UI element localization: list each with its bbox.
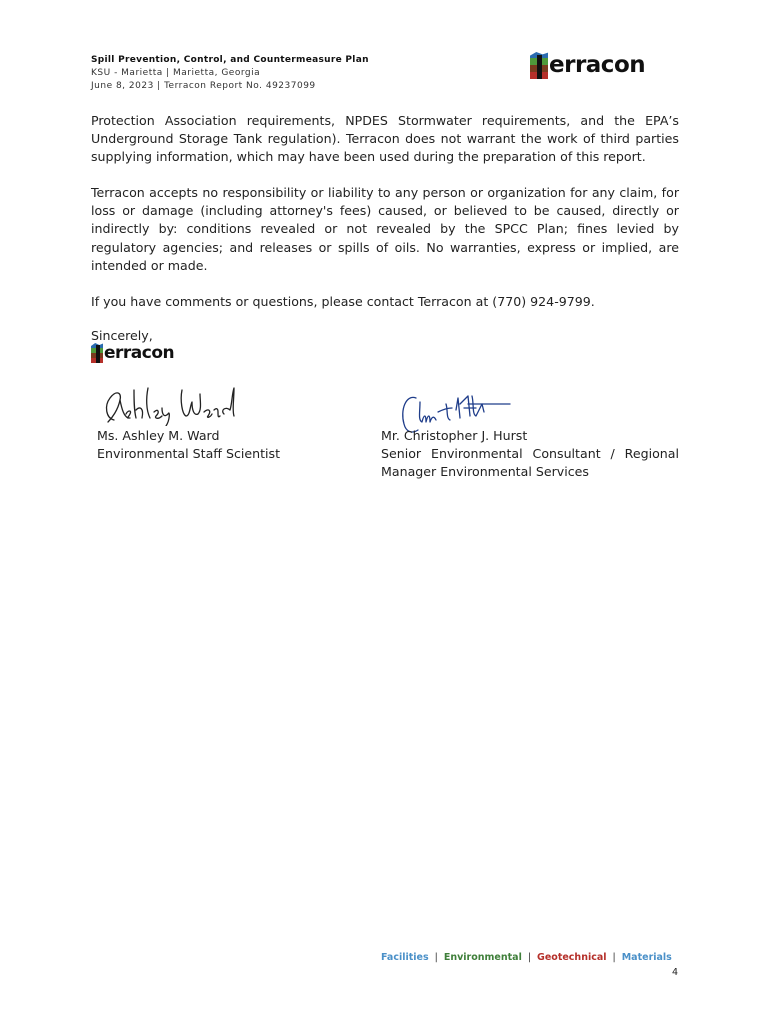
terracon-logo-mark-icon — [91, 343, 103, 363]
footer-separator: | — [612, 952, 616, 963]
terracon-signature-logo — [91, 343, 174, 363]
footer-separator: | — [527, 952, 532, 963]
report-date-number: June 8, 2023 | Terracon Report No. 49237099 — [91, 81, 316, 91]
signer-title: Senior Environmental Consultant / Regional — [381, 446, 679, 461]
document-title: Spill Prevention, Control, and Countermeasure Plan — [91, 55, 369, 65]
paragraph-3 — [91, 293, 679, 311]
paragraph-text: Terracon accepts no responsibility or liability to any person or organization for any claim, for loss or damage (including attorney's fees) caused, or believed to be caused, directly or indirectly by: conditions revealed or not revealed by the SPCC Plan; fines levied by regulatory agencies; and releases or spills of oils. No warranties, express or implied, are intended or made. — [91, 185, 679, 273]
footer-environmental: Environmental — [443, 952, 522, 963]
project-location: KSU - Marietta | Marietta, Georgia — [91, 68, 261, 78]
document-header — [91, 54, 369, 93]
paragraph-text: Protection Association requirements, NPDES Stormwater requirements, and the EPA’s Underground Storage Tank regulation). Terracon does not warrant the work of third parties supplying information, which may have been used during the preparation of this report. — [91, 113, 679, 165]
footer-geotechnical: Geotechnical — [537, 952, 607, 963]
terracon-logo-text: erracon — [549, 52, 646, 78]
ashley-ward-signature — [100, 380, 250, 426]
paragraph-2 — [91, 184, 679, 275]
signer-name: Ms. Ashley M. Ward — [97, 428, 220, 443]
page-number: 4 — [672, 967, 679, 978]
footer-materials: Materials — [621, 952, 672, 963]
terracon-logo-mark-icon — [530, 52, 548, 79]
signer-title: Environmental Staff Scientist — [97, 446, 281, 461]
signer-block-hurst — [381, 427, 679, 481]
footer-facilities: Facilities — [381, 952, 429, 963]
footer-services — [381, 952, 672, 963]
closing-salutation: Sincerely, — [91, 328, 153, 343]
signer-name: Mr. Christopher J. Hurst — [381, 428, 528, 443]
terracon-logo — [530, 52, 645, 79]
signer-block-ward — [97, 427, 280, 463]
paragraph-1 — [91, 112, 679, 167]
paragraph-text: If you have comments or questions, please contact Terracon at (770) 924-9799. — [91, 294, 595, 309]
terracon-logo-text: erracon — [104, 343, 175, 363]
footer-separator: | — [434, 952, 438, 963]
signer-title-continued: Manager Environmental Services — [381, 464, 589, 479]
